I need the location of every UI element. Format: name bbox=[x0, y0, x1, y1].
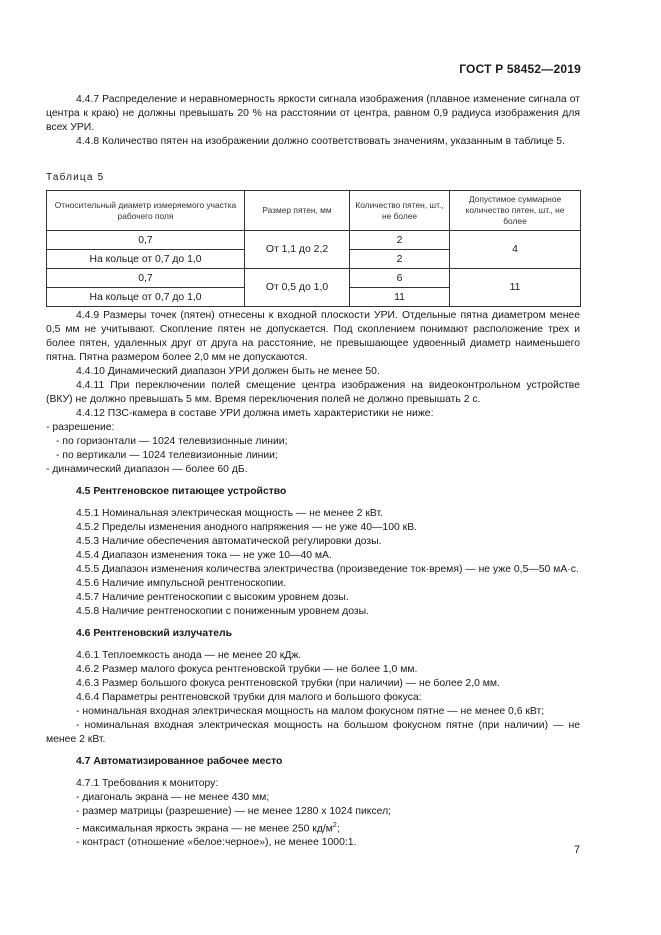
table-caption: Таблица 5 bbox=[46, 172, 105, 183]
list-item: 4.5.6 Наличие импульсной рентгеноскопии. bbox=[76, 578, 287, 589]
paragraph-4-4-12: 4.4.12 ПЗС-камера в составе УРИ должна иметь характеристики не ниже: bbox=[76, 408, 434, 419]
cell-count: 6 bbox=[350, 269, 450, 288]
list-item: - динамический диапазон — более 60 дБ. bbox=[46, 464, 248, 475]
col-header-count: Количество пятен, шт., не более bbox=[350, 191, 450, 231]
col-header-diameter: Относительный диаметр измеряемого участка рабочего поля bbox=[47, 191, 245, 231]
list-item: 4.5.7 Наличие рентгеноскопии с высоким уровнем дозы. bbox=[76, 592, 349, 603]
paragraph-4-4-7: 4.4.7 Распределение и неравномерность яркости сигнала изображения (плавное изменение сигнала от центра к краю) не должны превышать 20 % на расстоянии от центра, равном 0,9 радиуса изображения для всех УРИ. bbox=[46, 94, 580, 133]
list-item: 4.6.3 Размер большого фокуса рентгеновской трубки (при наличии) — не более 2,0 мм. bbox=[76, 678, 500, 689]
list-item: 4.5.2 Пределы изменения анодного напряжения — не уже 40—100 кВ. bbox=[76, 522, 418, 533]
paragraph-4-4-8: 4.4.8 Количество пятен на изображении должно соответствовать значениям, указанным в таблице 5. bbox=[76, 136, 565, 147]
list-item: 4.5.3 Наличие обеспечения автоматической регулировки дозы. bbox=[76, 536, 382, 547]
list-item: - по горизонтали — 1024 телевизионные линии; bbox=[56, 436, 288, 447]
list-item: - по вертикали — 1024 телевизионные линии; bbox=[56, 450, 278, 461]
list-item: - разрешение: bbox=[46, 422, 115, 433]
list-item: 4.6.1 Теплоемкость анода — не менее 20 кДж. bbox=[76, 650, 302, 661]
paragraph-4-4-11: 4.4.11 При переключении полей смещение центра изображения на видеоконтрольном устройстве (ВКУ) не должно превышать 5 мм. Время переключения полей не должно превышать 2 с. bbox=[46, 380, 580, 405]
cell-count: 2 bbox=[350, 231, 450, 250]
section-heading-4-7: 4.7 Автоматизированное рабочее место bbox=[76, 756, 283, 767]
list-item: - номинальная входная электрическая мощность на большом фокусном пятне (при наличии) — не менее 2 кВт. bbox=[46, 720, 580, 745]
brightness-end: ; bbox=[336, 823, 340, 835]
list-item: 4.5.1 Номинальная электрическая мощность — не менее 2 кВт. bbox=[76, 508, 383, 519]
cell-count: 2 bbox=[350, 250, 450, 269]
list-item: 4.5.4 Диапазон изменения тока — не уже 10—40 мА. bbox=[76, 550, 332, 561]
col-header-size: Размер пятен, мм bbox=[245, 191, 350, 231]
superscript: 2 bbox=[332, 822, 337, 829]
brightness-text: - максимальная яркость экрана — не менее 250 кд/м bbox=[76, 823, 333, 835]
table-row bbox=[47, 269, 581, 288]
page-number: 7 bbox=[574, 844, 581, 856]
cell-count: 11 bbox=[350, 288, 450, 307]
cell-diameter: 0,7 bbox=[47, 231, 245, 250]
cell-diameter: 0,7 bbox=[47, 269, 245, 288]
cell-size: От 0,5 до 1,0 bbox=[245, 269, 350, 307]
cell-diameter: На кольце от 0,7 до 1,0 bbox=[47, 288, 245, 307]
section-heading-4-5: 4.5 Рентгеновское питающее устройство bbox=[76, 486, 287, 497]
cell-total: 4 bbox=[450, 231, 581, 269]
list-item bbox=[46, 819, 580, 836]
section-body bbox=[46, 309, 580, 850]
section-heading-4-6: 4.6 Рентгеновский излучатель bbox=[76, 628, 232, 639]
table-row bbox=[47, 231, 581, 250]
list-item: 4.5.8 Наличие рентгеноскопии с пониженным уровнем дозы. bbox=[76, 606, 369, 617]
paragraph-4-5-5: 4.5.5 Диапазон изменения количества электричества (произведение ток·время) — не уже 0,5—50 мА·с. bbox=[76, 564, 579, 575]
document-id: ГОСТ Р 58452—2019 bbox=[459, 62, 581, 76]
list-item: 4.7.1 Требования к монитору: bbox=[76, 778, 219, 789]
cell-total: 11 bbox=[450, 269, 581, 307]
paragraph-4-4-9: 4.4.9 Размеры точек (пятен) отнесены к входной плоскости УРИ. Отдельные пятна диаметром менее 0,5 мм не учитывают. Скопление пятен не допускается. Под скоплением понимают расположение трех и более пятен, удаленных друг от друга на расстояние, не превышающее удвоенный диаметр наименьшего пятна. Пятна размером более 2,0 мм не допускаются. bbox=[46, 310, 580, 363]
section-top bbox=[46, 93, 580, 149]
list-item: 4.6.4 Параметры рентгеновской трубки для малого и большого фокуса: bbox=[76, 692, 422, 703]
table-header-row bbox=[47, 191, 581, 231]
cell-size: От 1,1 до 2,2 bbox=[245, 231, 350, 269]
list-item: - номинальная входная электрическая мощность на малом фокусном пятне — не менее 0,6 кВт; bbox=[76, 706, 545, 717]
paragraph-4-4-10: 4.4.10 Динамический диапазон УРИ должен быть не менее 50. bbox=[76, 366, 380, 377]
list-item: - контраст (отношение «белое:черное»), не менее 1000:1. bbox=[76, 837, 357, 849]
table-5 bbox=[46, 190, 581, 307]
col-header-total: Допустимое суммарное количество пятен, шт., не более bbox=[450, 191, 581, 231]
list-item: - размер матрицы (разрешение) — не менее 1280 х 1024 пиксел; bbox=[76, 806, 392, 817]
list-item: 4.6.2 Размер малого фокуса рентгеновской трубки — не более 1,0 мм. bbox=[76, 664, 418, 675]
list-item: - диагональ экрана — не менее 430 мм; bbox=[76, 792, 270, 803]
cell-diameter: На кольце от 0,7 до 1,0 bbox=[47, 250, 245, 269]
